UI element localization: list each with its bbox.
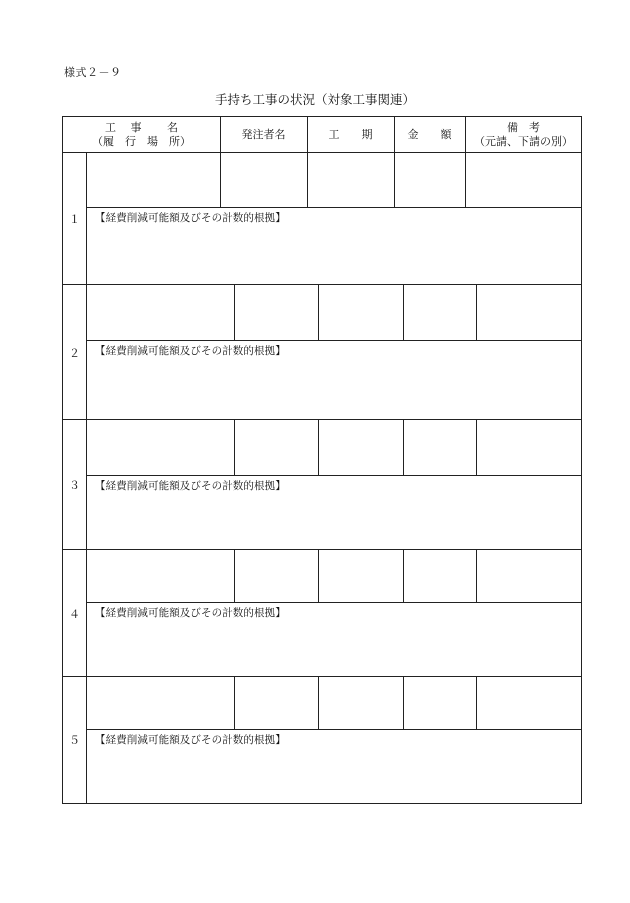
cost-reduction-basis-label: 【経費削減可能額及びその計数的根拠】 [95, 607, 286, 619]
header-period: 工 期 [328, 127, 373, 141]
page-title: 手持ち工事の状況（対象工事関連） [214, 92, 415, 107]
entry-row [63, 550, 581, 677]
header-project-name [63, 117, 220, 152]
entry-row [63, 420, 581, 550]
cost-reduction-basis-label: 【経費削減可能額及びその計数的根拠】 [95, 345, 286, 357]
form-number: 様式２－９ [64, 66, 122, 79]
cost-reduction-basis-label: 【経費削減可能額及びその計数的根拠】 [95, 212, 286, 224]
row-number: ３ [69, 479, 80, 492]
cost-reduction-basis-label: 【経費削減可能額及びその計数的根拠】 [95, 480, 286, 492]
row-number: ４ [69, 607, 80, 621]
holdings-table [62, 116, 582, 804]
entry-row [63, 677, 581, 803]
row-number: １ [69, 213, 80, 226]
row-number: ２ [69, 346, 80, 360]
cost-reduction-basis-label: 【経費削減可能額及びその計数的根拠】 [95, 734, 286, 746]
header-amount: 金 額 [407, 127, 452, 141]
table-header [63, 117, 581, 153]
row-number: ５ [69, 734, 80, 747]
entry-row [63, 153, 581, 285]
header-client-name: 発注者名 [241, 127, 286, 141]
header-remarks [465, 117, 582, 152]
header-project-location-label: （履 行 場 所） [92, 134, 191, 148]
header-project-name-label: 工 事 名 [105, 120, 178, 134]
entry-row [63, 285, 581, 420]
header-remarks-sub-label: （元請、下請の別） [474, 134, 573, 148]
header-remarks-label: 備 考 [507, 120, 540, 134]
